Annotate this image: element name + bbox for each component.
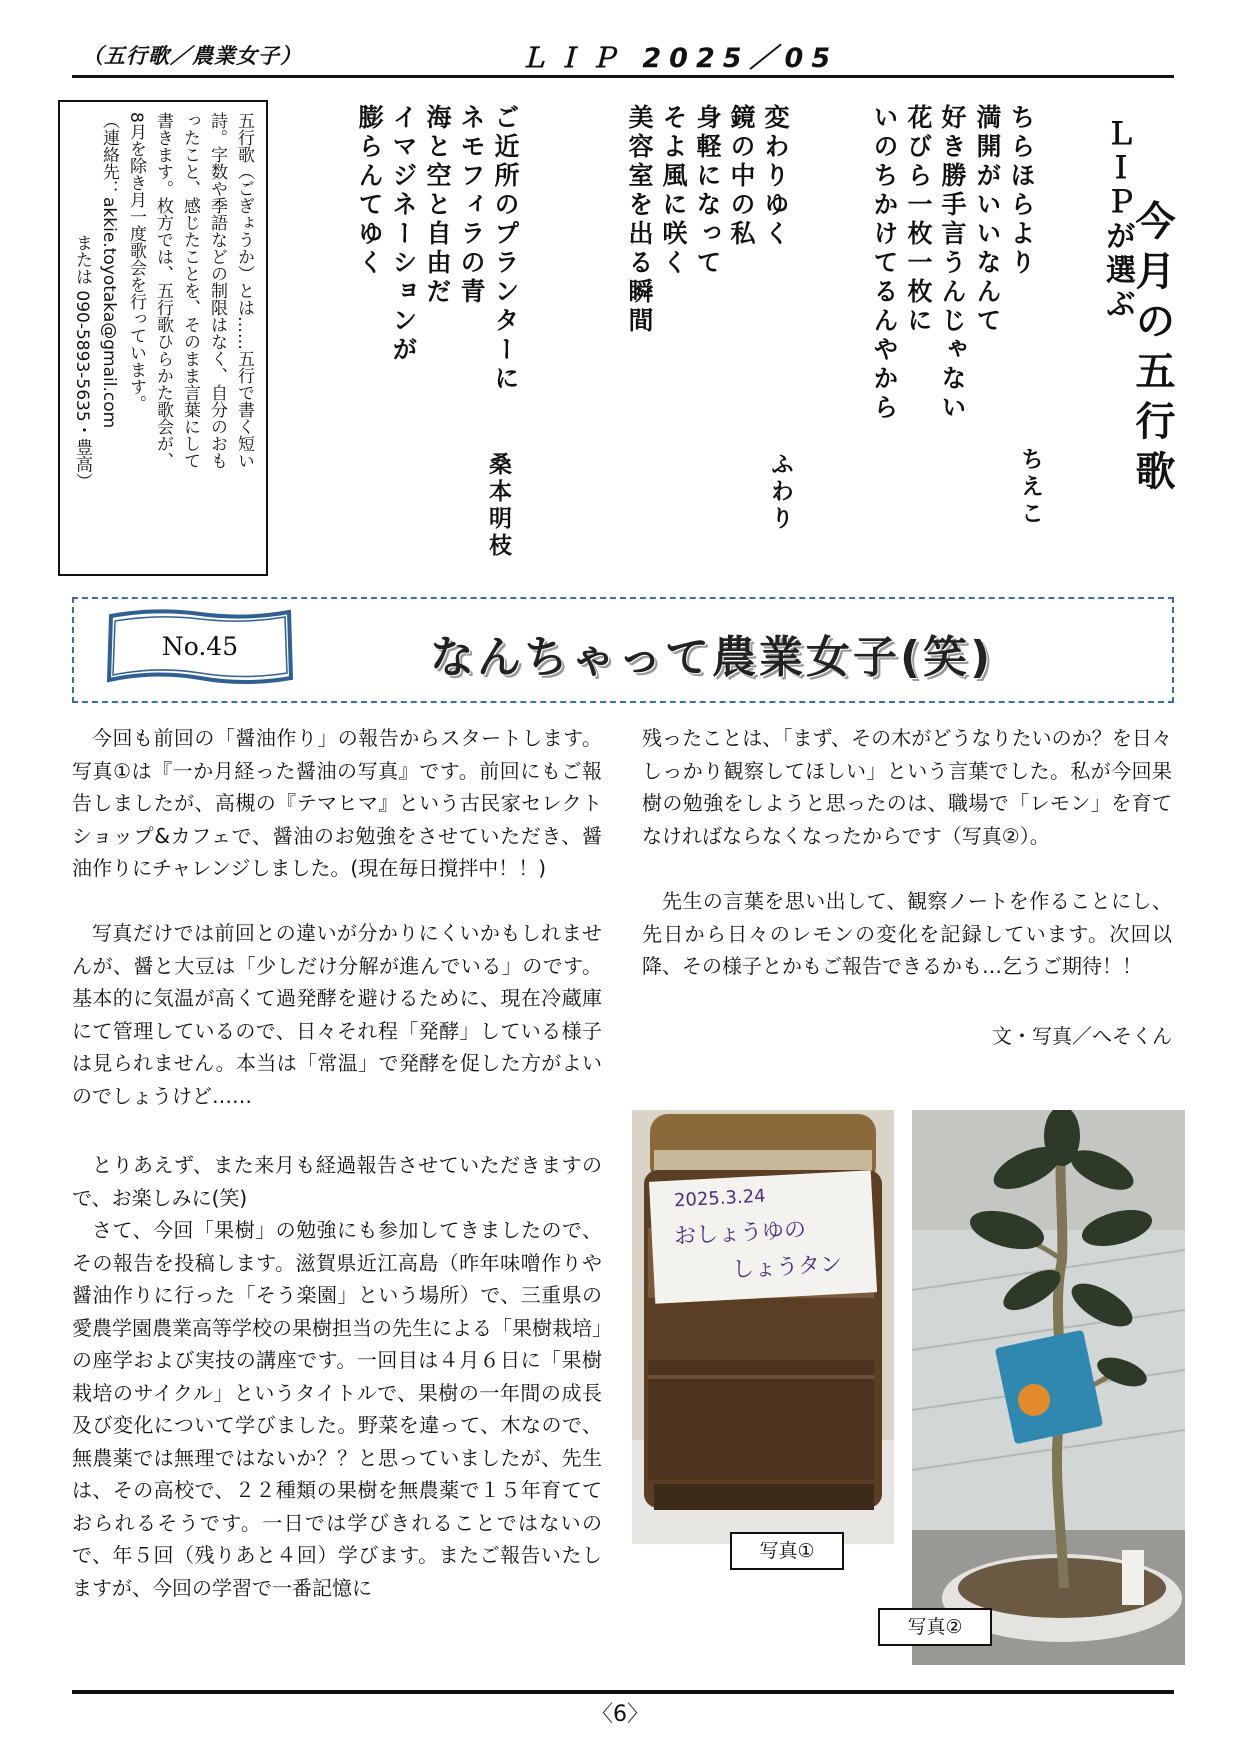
poem2-line-5: 美容室を出る瞬間 — [625, 104, 654, 336]
poem1-line-2: 満開がいいなんて — [973, 104, 1002, 336]
poem3-line-2: ネモフィラの青 — [457, 104, 486, 307]
poem1-line-4: 花びら一枚一枚に — [904, 104, 933, 336]
info-line-3: ったこと、感じたことを、そのまま言葉にして — [180, 112, 200, 469]
photo1-caption: 写真① — [730, 1532, 844, 1570]
info-line-2: 詩。字数や季語などの制限はなく、自分のおも — [207, 112, 227, 469]
photo1-label-line1: おしょうゆの — [673, 1217, 807, 1250]
info-line-5: 8月を除き月一度歌会を行っています。 — [126, 112, 146, 412]
poem3-author: 桑本明枝 — [485, 452, 512, 560]
article-number: No.45 — [161, 632, 239, 661]
article-title: なんちゃって農業女子(笑) — [430, 632, 994, 683]
page-number: 〈6〉 — [591, 1702, 649, 1727]
gogyoka-info-box — [58, 100, 268, 576]
article-paragraph-6: 先生の言葉を思い出して、観察ノートを作ることにし、先日から日々のレモンの変化を記録しています。次回以降、その様子とかもご報告できるかも…乞うご期待！！ — [642, 889, 1172, 978]
gogyoka-title-main: 今月の五行歌 — [1129, 200, 1176, 500]
photo1-label-line2: しょうタン — [731, 1252, 843, 1283]
poem2-author: ふわり — [767, 452, 794, 533]
poem3-line-5: 膨らんてゆく — [355, 104, 384, 278]
article-paragraph-1: 今回も前回の「醤油作り」の報告からスタートします。写真①は『一か月経った醤油の写真』です。前回にもご報告しましたが、高槻の『テマヒマ』という古民家セレクトショップ&カフェで、醤油のお勉強をさせていただき、醤油作りにチャレンジしました。(現在毎日撹拌中！！) — [72, 726, 602, 880]
photo-lemon-tree — [912, 1110, 1185, 1665]
photo1-label-date: 2025.3.24 — [673, 1185, 767, 1212]
header-rule — [72, 75, 1174, 78]
poem1-line-1: ちらほらより — [1007, 104, 1036, 278]
poem1-author: ちえこ — [1017, 447, 1044, 528]
poem3-line-4: イマジネーションが — [389, 104, 418, 365]
header-left-label: （五行歌／農業女子） — [82, 44, 302, 68]
poem1-line-3: 好き勝手言うんじゃない — [938, 104, 967, 423]
info-line-4: 書きます。枚方では、五行歌ひらかた歌会が、 — [153, 112, 173, 469]
article-paragraph-5: 残ったことは、「まず、その木がどうなりたいのか？を日々しっかり観察してほしい」という言葉でした。私が今回果樹の勉強をしようと思ったのは、職場で「レモン」を育てなければならなくなったからです（写真②）。 — [642, 726, 1172, 848]
info-line-7: または 090-5893-5635・豊高） — [72, 234, 92, 490]
article-paragraph-2: 写真だけでは前回との違いが分かりにくいかもしれませんが、醤と大豆は「少しだけ分解が進んでいる」のです。基本的に気温が高くて過発酵を避けるために、現在冷蔵庫にて管理しているので、日々それ程「発酵」している様子は見られません。本当は「常温」で発酵を促した方がよいのでしょうけど…… — [72, 921, 602, 1108]
article-credit: 文・写真／へそくん — [992, 1024, 1172, 1048]
info-line-1: 五行歌（ごぎょうか）とは……五行で書く短い — [234, 112, 254, 469]
poem3-line-1: ご近所のプランターに — [491, 104, 520, 394]
gogyoka-title-top: ＬＩＰが選ぶ — [1100, 118, 1135, 322]
photo2-caption: 写真② — [878, 1608, 992, 1646]
info-line-6: （連絡先：akkie.toyotaka@gmail.com — [99, 112, 119, 429]
header-issue-label: ＬＩＰ 2025／05 — [520, 43, 839, 74]
photo-soy-sauce-jar — [632, 1110, 894, 1544]
poem1-line-5: いのちかけてるんやから — [870, 104, 899, 423]
poem2-line-4: そよ風に咲く — [659, 104, 688, 278]
article-paragraph-4: さて、今回「果樹」の勉強にも参加してきましたので、その報告を投稿します。滋賀県近江高島（昨年味噌作りや醤油作りに行った「そう楽園」という場所）で、三重県の愛農学園農業高等学校の果樹担当の先生による「果樹栽培」の座学および実技の講座です。一回目は４月６日に「果樹栽培のサイクル」というタイトルで、果樹の一年間の成長及び変化について学びました。野菜を違って、木なので、無農薬では無理ではないか？？と思っていましたが、先生は、その高校で、２２種類の果樹を無農薬で１５年育てておられるそうです。一日では学びきれることではないので、年５回（残りあと４回）学びます。またご報告いたしますが、今回の学習で一番記憶に — [72, 1218, 602, 1600]
poem2-line-3: 身軽になって — [693, 104, 722, 278]
article-paragraph-3: とりあえず、また来月も経過報告させていただきますので、お楽しみに(笑) — [72, 1153, 602, 1210]
poem2-line-2: 鏡の中の私 — [727, 104, 756, 249]
poem2-line-1: 変わりゆく — [761, 104, 790, 249]
footer-rule — [72, 1690, 1174, 1694]
poem3-line-3: 海と空と自由だ — [423, 104, 452, 307]
